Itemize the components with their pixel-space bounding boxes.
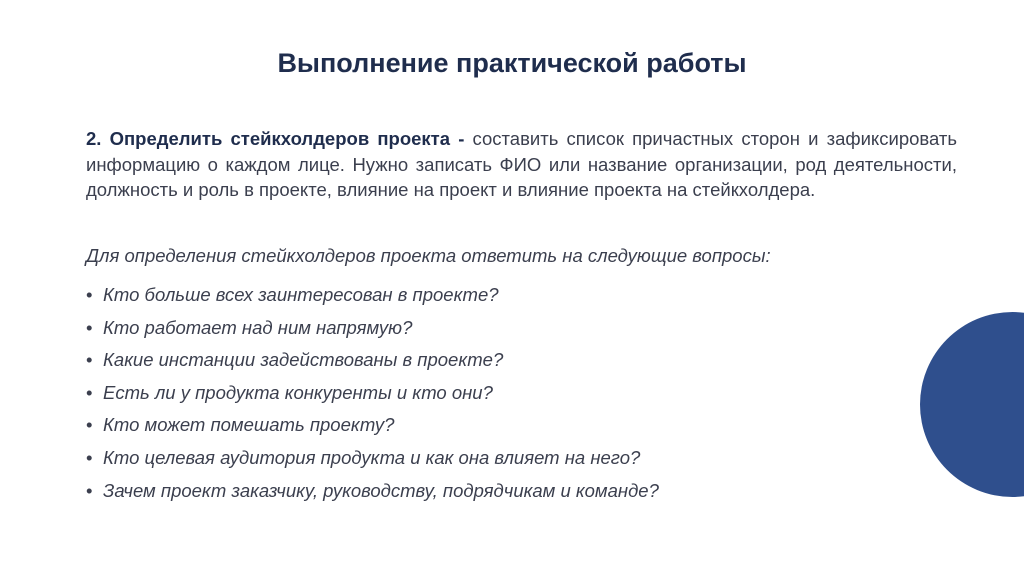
bullet-icon: • [86, 414, 93, 436]
list-item [86, 283, 659, 316]
task-lead: 2. Определить стейкхолдеров проекта - [86, 128, 465, 149]
list-item-text: Кто работает над ним напрямую? [103, 316, 413, 338]
list-item [86, 316, 659, 349]
list-item [86, 413, 659, 446]
bullet-icon: • [86, 284, 93, 305]
list-item [86, 446, 659, 479]
list-item [86, 348, 659, 381]
bullet-icon: • [86, 446, 93, 468]
bullet-icon: • [86, 349, 93, 371]
task-text: составить список причастных сторон и зафиксировать информацию о каждом лице. Нужно записать ФИО или название организации, род деятельности, должность и роль в проекте, влияние на проект и влияние проекта на стейкхолдера. [86, 128, 958, 200]
list-item-text: Кто больше всех заинтересован в проекте? [103, 284, 499, 305]
slide-title: Выполнение практической работы [277, 48, 747, 78]
list-item-text: Какие инстанции задействованы в проекте? [103, 349, 504, 371]
bullet-icon: • [86, 316, 93, 338]
question-list [86, 283, 659, 511]
decorative-circle [920, 312, 1024, 497]
list-item-text: Кто целевая аудитория продукта и как она влияет на него? [103, 446, 641, 468]
list-item [86, 381, 659, 414]
task-paragraph [86, 126, 957, 203]
list-item-text: Зачем проект заказчику, руководству, подрядчикам и команде? [103, 479, 659, 501]
bullet-icon: • [86, 381, 93, 403]
list-item-text: Кто может помешать проекту? [103, 414, 395, 436]
list-item-text: Есть ли у продукта конкуренты и кто они? [103, 381, 493, 403]
question-intro: Для определения стейкхолдеров проекта ответить на следующие вопросы: [86, 245, 771, 266]
bullet-icon: • [86, 479, 93, 501]
list-item [86, 479, 659, 512]
